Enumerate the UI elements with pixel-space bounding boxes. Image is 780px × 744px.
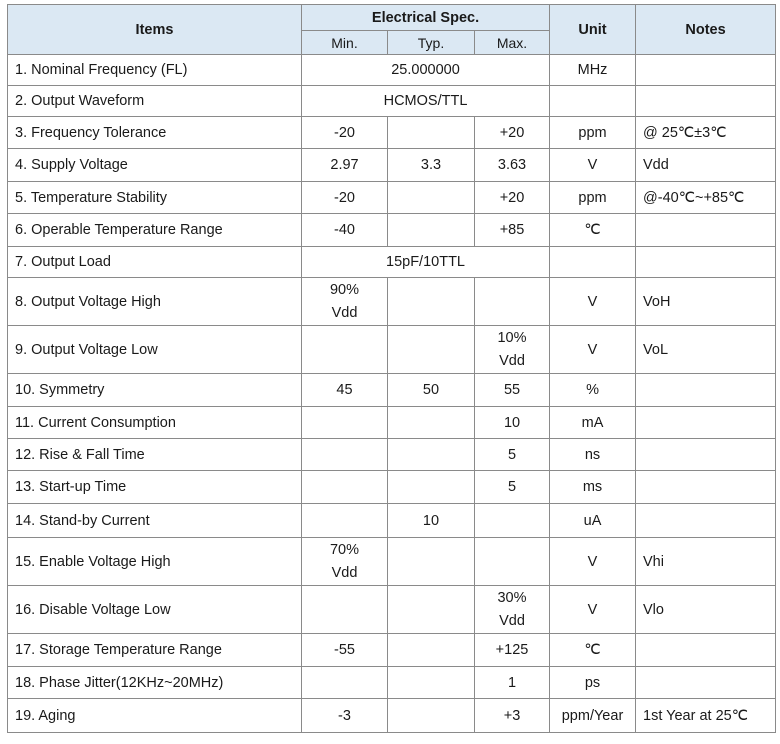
min-cell [302,538,388,586]
typ-cell [388,586,475,634]
table-row [8,182,776,214]
electrical-spec-table [7,4,776,733]
item-cell: 10. Symmetry [8,374,302,407]
spec-span-cell: 15pF/10TTL [302,247,550,278]
item-cell: 13. Start-up Time [8,471,302,504]
notes-cell [636,407,776,439]
unit-cell [550,86,636,117]
table-row [8,471,776,504]
max-value-line1: 30% [497,589,527,606]
item-cell: 4. Supply Voltage [8,149,302,182]
typ-cell [388,278,475,326]
unit-cell: ppm [550,117,636,149]
notes-cell [636,439,776,471]
unit-cell: V [550,326,636,374]
unit-cell: ppm/Year [550,699,636,733]
min-cell [302,504,388,538]
table-row [8,667,776,699]
table-row [8,634,776,667]
spec-span-cell: 25.000000 [302,55,550,86]
min-cell: -55 [302,634,388,667]
item-cell: 15. Enable Voltage High [8,538,302,586]
unit-cell: MHz [550,55,636,86]
notes-cell [636,667,776,699]
table-row [8,326,776,374]
notes-cell [636,374,776,407]
unit-cell: ppm [550,182,636,214]
item-cell: 3. Frequency Tolerance [8,117,302,149]
item-cell: 16. Disable Voltage Low [8,586,302,634]
table-row [8,586,776,634]
typ-cell [388,214,475,247]
notes-cell [636,247,776,278]
notes-cell [636,634,776,667]
max-value-line1: 10% [497,329,527,346]
items-header: Items [8,5,302,55]
header-row-top [8,5,776,31]
min-cell: -20 [302,117,388,149]
table-row [8,117,776,149]
notes-cell [636,55,776,86]
unit-cell: ℃ [550,634,636,667]
electrical-spec-header: Electrical Spec. [302,5,550,31]
min-value-line1: 90% [329,281,360,298]
typ-cell [388,471,475,504]
max-cell [475,326,550,374]
unit-cell: V [550,149,636,182]
notes-cell: 1st Year at 25℃ [636,699,776,733]
unit-cell: ms [550,471,636,504]
min-cell [302,407,388,439]
typ-cell: 3.3 [388,149,475,182]
min-cell: 2.97 [302,149,388,182]
min-cell [302,471,388,504]
min-cell: -3 [302,699,388,733]
max-cell: +3 [475,699,550,733]
notes-cell: @ 25℃±3℃ [636,117,776,149]
max-header: Max. [475,31,550,55]
table-row [8,407,776,439]
notes-header: Notes [636,5,776,55]
max-cell [475,586,550,634]
unit-cell: V [550,586,636,634]
min-cell: -20 [302,182,388,214]
item-cell: 18. Phase Jitter(12KHz~20MHz) [8,667,302,699]
min-header: Min. [302,31,388,55]
item-cell: 17. Storage Temperature Range [8,634,302,667]
max-cell: 1 [475,667,550,699]
min-cell: -40 [302,214,388,247]
item-cell: 11. Current Consumption [8,407,302,439]
notes-cell: Vlo [636,586,776,634]
item-cell: 7. Output Load [8,247,302,278]
max-cell: +125 [475,634,550,667]
min-value-line2: Vdd [331,304,358,321]
table-row [8,374,776,407]
min-cell [302,278,388,326]
typ-cell [388,326,475,374]
unit-cell: ℃ [550,214,636,247]
unit-cell: V [550,278,636,326]
typ-cell [388,182,475,214]
item-cell: 5. Temperature Stability [8,182,302,214]
min-cell [302,326,388,374]
item-cell: 9. Output Voltage Low [8,326,302,374]
notes-cell [636,504,776,538]
item-cell: 6. Operable Temperature Range [8,214,302,247]
item-cell: 2. Output Waveform [8,86,302,117]
table-row [8,149,776,182]
max-cell [475,278,550,326]
typ-cell [388,439,475,471]
max-cell: +20 [475,117,550,149]
typ-cell [388,407,475,439]
max-value-line2: Vdd [499,612,525,629]
notes-cell: VoL [636,326,776,374]
table-row [8,439,776,471]
min-value-line2: Vdd [331,564,358,581]
typ-header: Typ. [388,31,475,55]
table-row [8,278,776,326]
item-cell: 12. Rise & Fall Time [8,439,302,471]
typ-cell [388,117,475,149]
max-cell: 10 [475,407,550,439]
unit-cell: mA [550,407,636,439]
notes-cell: @-40℃~+85℃ [636,182,776,214]
notes-cell: Vhi [636,538,776,586]
typ-cell [388,538,475,586]
table-row [8,214,776,247]
typ-cell [388,667,475,699]
unit-cell: ns [550,439,636,471]
spec-span-cell: HCMOS/TTL [302,86,550,117]
table-row [8,55,776,86]
notes-cell: VoH [636,278,776,326]
notes-cell [636,214,776,247]
unit-cell: uA [550,504,636,538]
typ-cell [388,699,475,733]
max-cell: 5 [475,471,550,504]
max-cell: 3.63 [475,149,550,182]
unit-cell [550,247,636,278]
table-row [8,86,776,117]
min-cell [302,439,388,471]
notes-cell [636,471,776,504]
typ-cell: 10 [388,504,475,538]
unit-cell: % [550,374,636,407]
min-value-line1: 70% [329,541,360,558]
max-cell: 55 [475,374,550,407]
item-cell: 8. Output Voltage High [8,278,302,326]
table-row [8,504,776,538]
max-cell [475,504,550,538]
table-row [8,247,776,278]
max-cell: 5 [475,439,550,471]
item-cell: 1. Nominal Frequency (FL) [8,55,302,86]
min-cell [302,667,388,699]
max-cell [475,538,550,586]
max-cell: +85 [475,214,550,247]
typ-cell [388,634,475,667]
item-cell: 14. Stand-by Current [8,504,302,538]
typ-cell: 50 [388,374,475,407]
table-row [8,699,776,733]
table-row [8,538,776,586]
min-cell [302,586,388,634]
unit-header: Unit [550,5,636,55]
unit-cell: V [550,538,636,586]
max-value-line2: Vdd [499,352,525,369]
unit-cell: ps [550,667,636,699]
notes-cell: Vdd [636,149,776,182]
item-cell: 19. Aging [8,699,302,733]
min-cell: 45 [302,374,388,407]
max-cell: +20 [475,182,550,214]
notes-cell [636,86,776,117]
spec-table-body [8,55,776,733]
